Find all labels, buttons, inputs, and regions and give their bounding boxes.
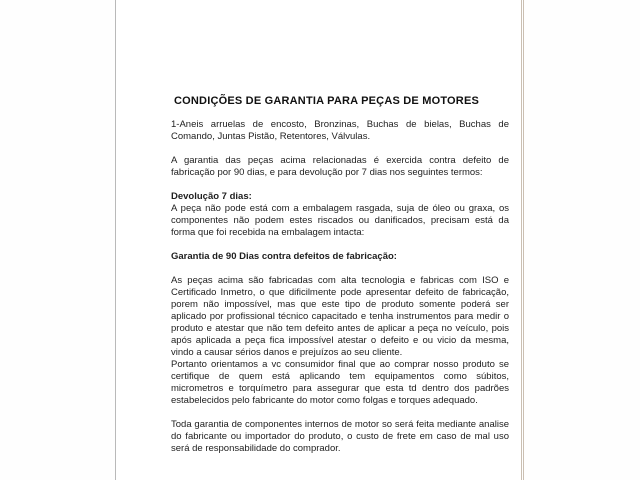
document-title: CONDIÇÕES DE GARANTIA PARA PEÇAS DE MOTORES	[174, 95, 480, 107]
defects-warranty-paragraph-1: As peças acima são fabricadas com alta tecnologia e fabricas com ISO e Certificado Inmetro, o que dificilmente pode apresentar defeito de fabricação, porem não impossível, mas que este tipo de produto somente poderá ser aplicado por profissional técnico capacitado e tenha instrumentos para medir o produto e atestar que não tem defeito antes de aplicar a peça no veículo, pois após aplicada a peça fica impossível atestar o defeito e ou vicio da mesma, vindo a causar sérios danos e prejuízos ao seu cliente.	[171, 275, 509, 358]
defects-warranty-paragraph-2: Portanto orientamos a vc consumidor final que ao comprar nosso produto se certifique de quem está aplicando tem equipamentos como súbitos, micrometros e torquímetro para assegurar que esta td dentro dos padrões estabelecidos pelo fabricante do motor como folgas e torques adequado.	[171, 359, 509, 406]
parts-list-paragraph: 1-Aneis arruelas de encosto, Bronzinas, Buchas de bielas, Buchas de Comando, Juntas Pistão, Retentores, Válvulas.	[171, 119, 509, 142]
return-policy-paragraph: A peça não pode está com a embalagem rasgada, suja de óleo ou graxa, os componentes não podem estes riscados ou danificados, precisam está da forma que foi recebida na embalagem intacta:	[171, 203, 509, 238]
warranty-terms-paragraph: A garantia das peças acima relacionadas é exercida contra defeito de fabricação por 90 dias, e para devolução por 7 dias nos seguintes termos:	[171, 155, 509, 178]
final-note-paragraph: Toda garantia de componentes internos de motor so será feita mediante analise do fabricante ou importador do produto, o custo de frete em caso de mal uso será de responsabilidade do comprador.	[171, 419, 509, 454]
return-policy-heading: Devolução 7 dias:	[171, 191, 252, 202]
document-content	[116, 0, 521, 455]
defects-warranty-heading: Garantia de 90 Dias contra defeitos de fabricação:	[171, 251, 397, 262]
document-page	[115, 0, 522, 480]
